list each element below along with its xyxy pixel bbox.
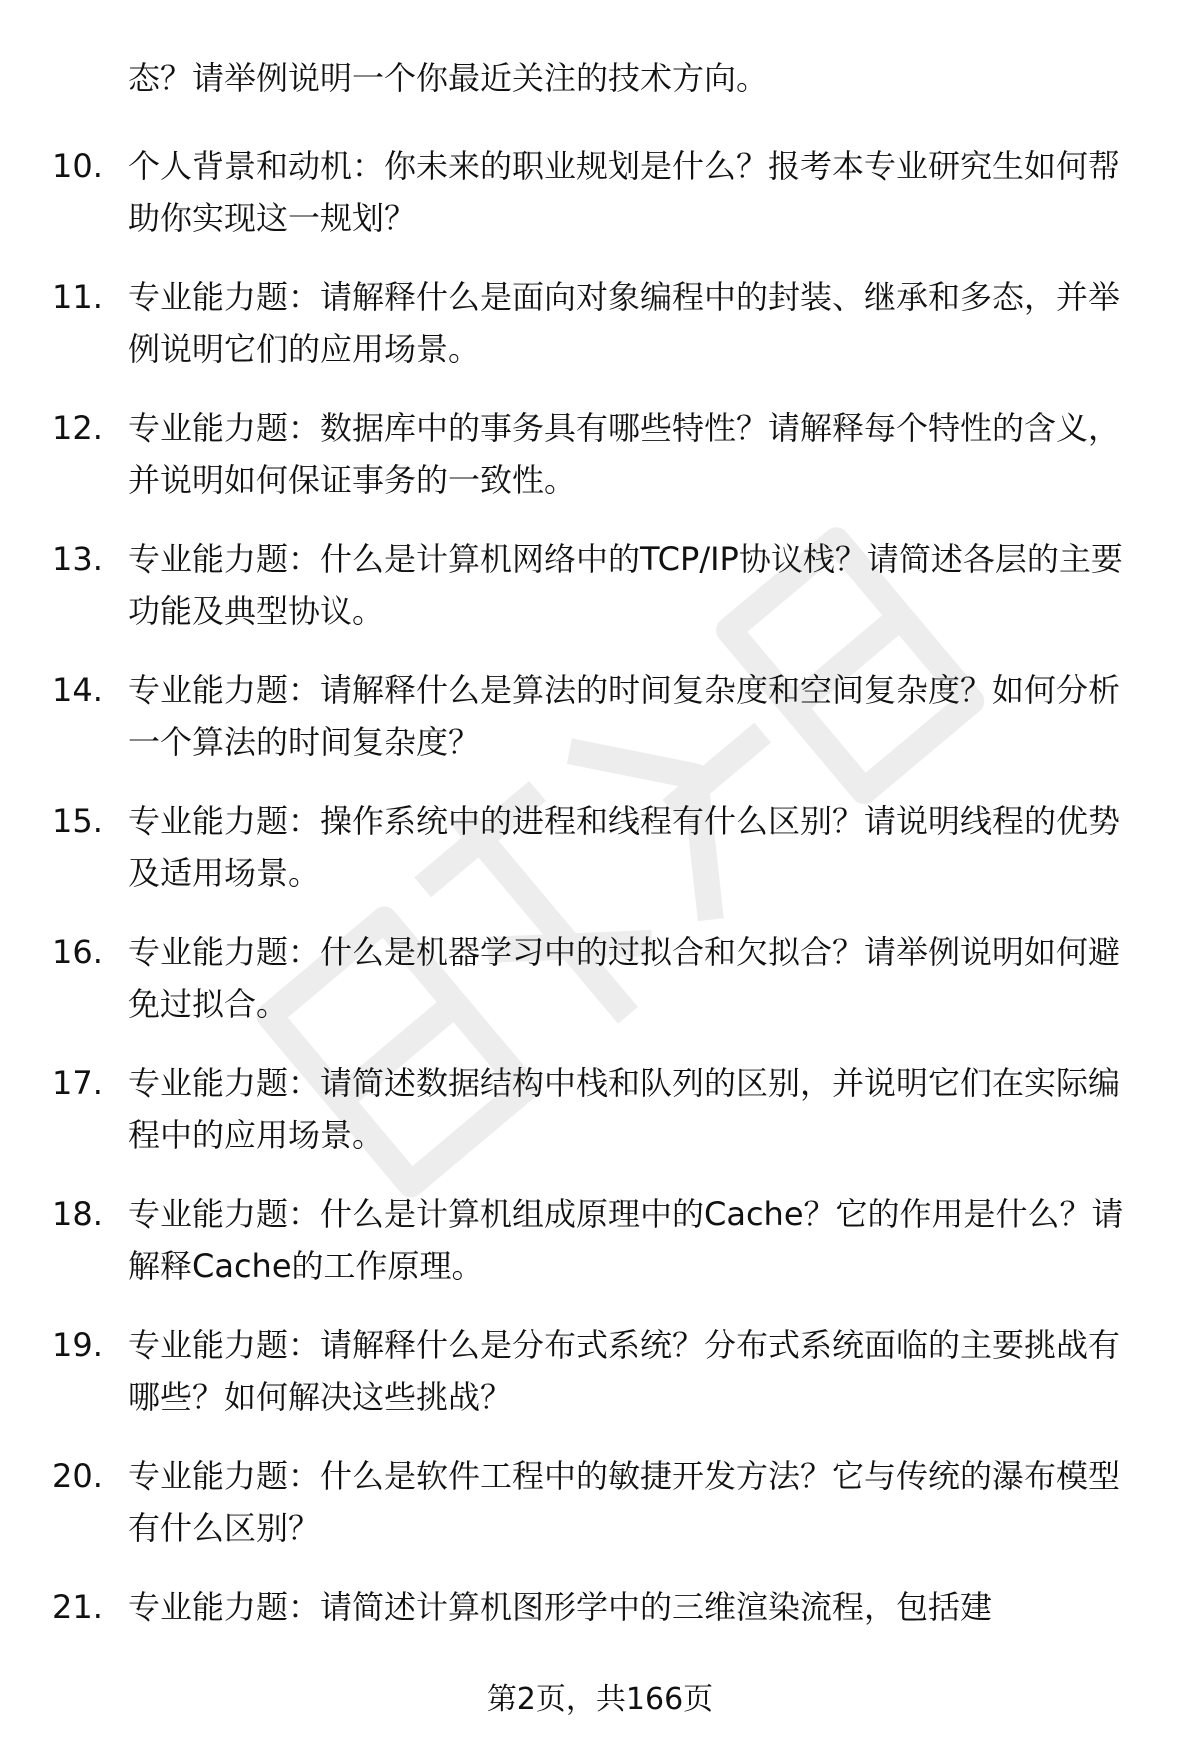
question-text: 专业能力题：请解释什么是算法的时间复杂度和空间复杂度？如何分析一个算法的时间复杂度？	[128, 671, 1121, 761]
question-number: 20.	[52, 1457, 103, 1495]
question-item	[0, 1450, 1200, 1581]
question-item	[0, 1057, 1200, 1188]
question-number: 16.	[52, 933, 103, 971]
question-list	[0, 140, 1200, 1712]
question-text: 专业能力题：请简述计算机图形学中的三维渲染流程，包括建	[128, 1588, 993, 1626]
question-item	[0, 795, 1200, 926]
question-text: 专业能力题：数据库中的事务具有哪些特性？请解释每个特性的含义，并说明如何保证事务的一致性。	[128, 409, 1121, 499]
question-text: 专业能力题：什么是机器学习中的过拟合和欠拟合？请举例说明如何避免过拟合。	[128, 933, 1121, 1023]
question-text: 专业能力题：请解释什么是面向对象编程中的封装、继承和多态，并举例说明它们的应用场景。	[128, 278, 1121, 368]
continued-question-text: 态？请举例说明一个你最近关注的技术方向。	[128, 59, 769, 97]
question-item	[0, 533, 1200, 664]
question-item	[0, 664, 1200, 795]
question-number: 14.	[52, 671, 103, 709]
question-text: 专业能力题：请简述数据结构中栈和队列的区别，并说明它们在实际编程中的应用场景。	[128, 1064, 1121, 1154]
question-item	[0, 271, 1200, 402]
question-item	[0, 926, 1200, 1057]
question-number: 10.	[52, 147, 103, 185]
question-text: 专业能力题：什么是计算机组成原理中的Cache？它的作用是什么？请解释Cache的工作原理。	[128, 1195, 1124, 1285]
question-text: 专业能力题：什么是计算机网络中的TCP/IP协议栈？请简述各层的主要功能及典型协议。	[128, 540, 1123, 630]
question-text: 专业能力题：请解释什么是分布式系统？分布式系统面临的主要挑战有哪些？如何解决这些挑战？	[128, 1326, 1121, 1416]
question-text: 个人背景和动机：你未来的职业规划是什么？报考本专业研究生如何帮助你实现这一规划？	[128, 147, 1121, 237]
page-number-footer: 第2页，共166页	[486, 1682, 714, 1717]
question-text: 专业能力题：操作系统中的进程和线程有什么区别？请说明线程的优势及适用场景。	[128, 802, 1121, 892]
question-text: 专业能力题：什么是软件工程中的敏捷开发方法？它与传统的瀑布模型有什么区别？	[128, 1457, 1121, 1547]
question-number: 11.	[52, 278, 103, 316]
question-number: 21.	[52, 1588, 103, 1626]
question-item	[0, 1188, 1200, 1319]
question-item	[0, 1319, 1200, 1450]
question-number: 15.	[52, 802, 103, 840]
question-number: 19.	[52, 1326, 103, 1364]
question-item	[0, 402, 1200, 533]
question-number: 13.	[52, 540, 103, 578]
question-item	[0, 140, 1200, 271]
question-number: 18.	[52, 1195, 103, 1233]
question-number: 17.	[52, 1064, 103, 1102]
question-number: 12.	[52, 409, 103, 447]
